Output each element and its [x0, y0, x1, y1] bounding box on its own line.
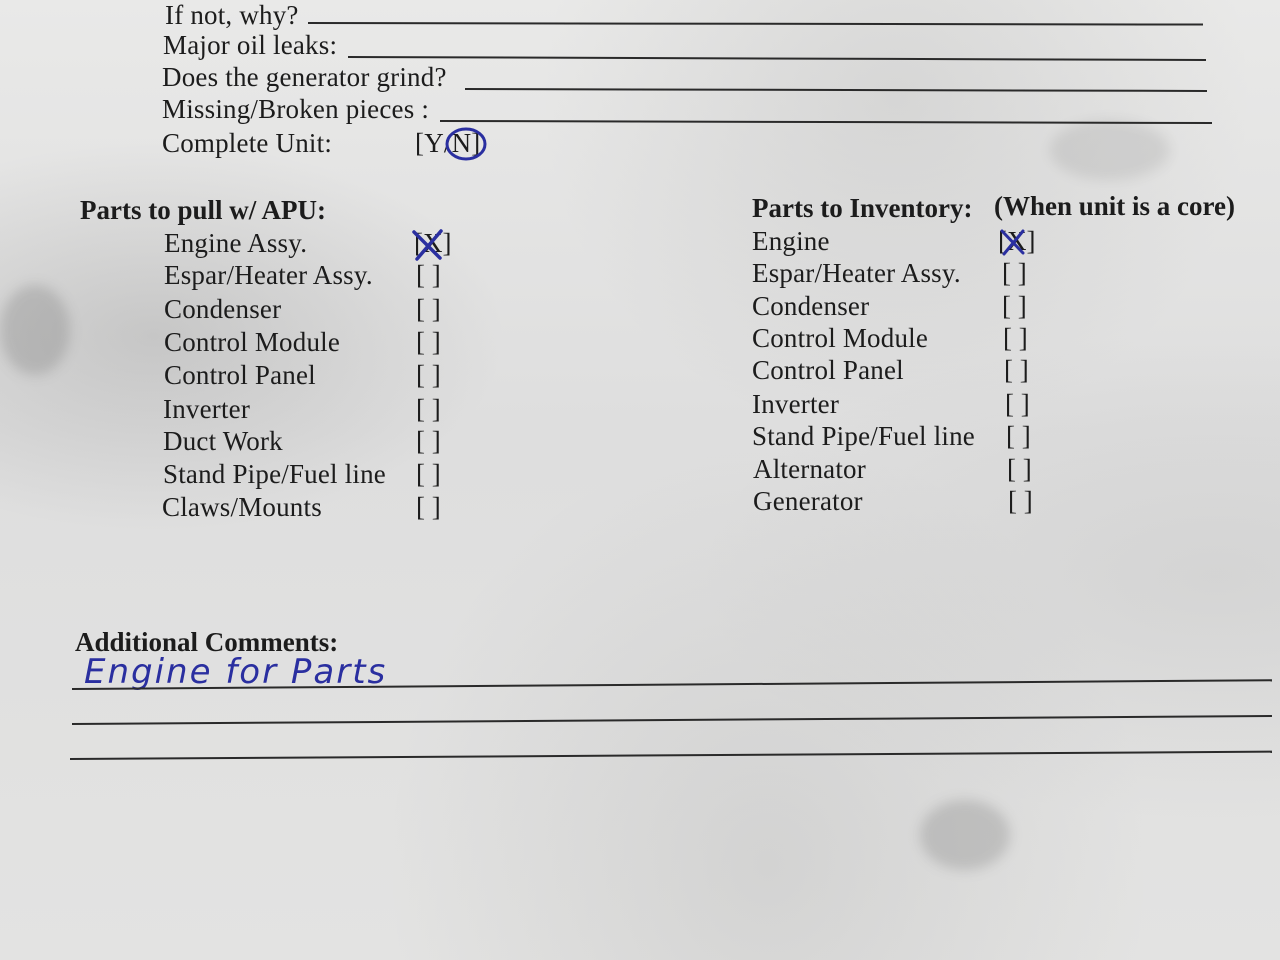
field-line-major-oil-leaks[interactable] [348, 56, 1206, 61]
pull-item-checkbox[interactable]: [ ] [416, 360, 441, 390]
inventory-item-checkbox[interactable]: [ ] [1003, 323, 1028, 353]
inventory-item-checkbox[interactable]: [ ] [1005, 389, 1030, 419]
pull-item-checkbox[interactable]: [X] [414, 228, 452, 258]
complete-unit-options[interactable]: [Y/N] [415, 128, 481, 158]
check-x-mark-icon [997, 226, 1029, 258]
inventory-item-checkbox[interactable]: [ ] [1002, 291, 1027, 321]
pull-item-checkbox[interactable]: [ ] [416, 394, 441, 424]
pull-item-label: Condenser [164, 294, 282, 324]
pull-item-checkbox[interactable]: [ ] [416, 327, 441, 357]
field-label-major-oil-leaks: Major oil leaks: [163, 30, 338, 60]
inventory-item-label: Stand Pipe/Fuel line [752, 421, 975, 451]
inventory-item-label: Control Module [752, 323, 929, 353]
field-label-generator-grind: Does the generator grind? [162, 62, 447, 92]
inventory-item-label: Generator [753, 486, 863, 516]
inventory-item-checkbox[interactable]: [ ] [1008, 486, 1033, 516]
comment-line-2[interactable] [72, 715, 1272, 725]
smudge [1050, 120, 1170, 180]
pull-item-label: Engine Assy. [164, 228, 308, 258]
inventory-item-checkbox[interactable]: [ ] [1004, 355, 1029, 385]
inventory-item-label: Alternator [753, 454, 866, 484]
parts-to-pull-heading: Parts to pull w/ APU: [80, 195, 326, 225]
pull-item-label: Control Panel [164, 360, 316, 390]
check-x-mark-icon [410, 228, 446, 262]
field-line-if-not-why[interactable] [308, 22, 1203, 26]
inventory-item-checkbox[interactable]: [ ] [1006, 421, 1031, 451]
pull-item-label: Claws/Mounts [162, 492, 322, 522]
inventory-item-checkbox[interactable]: [ ] [1007, 454, 1032, 484]
pull-item-label: Duct Work [163, 426, 283, 456]
circled-selection-mark [443, 124, 489, 164]
pull-item-label: Espar/Heater Assy. [164, 260, 373, 290]
pull-item-checkbox[interactable]: [ ] [416, 260, 441, 290]
inventory-item-label: Condenser [752, 291, 870, 321]
pull-item-label: Stand Pipe/Fuel line [163, 459, 386, 489]
field-label-if-not-why: If not, why? [165, 0, 299, 30]
inventory-item-label: Espar/Heater Assy. [752, 258, 961, 288]
inventory-item-label: Inverter [752, 389, 840, 419]
pull-item-label: Inverter [163, 394, 251, 424]
handwritten-comment: Engine for Parts [84, 652, 388, 692]
inventory-item-label: Engine [752, 226, 830, 256]
additional-comments-heading: Additional Comments: [75, 627, 339, 657]
parts-to-inventory-heading: Parts to Inventory: [752, 193, 973, 223]
inventory-item-checkbox[interactable]: [X] [998, 226, 1036, 256]
field-label-missing-broken: Missing/Broken pieces : [162, 94, 430, 124]
comment-line-3[interactable] [70, 751, 1272, 760]
pull-item-checkbox[interactable]: [ ] [416, 459, 441, 489]
pull-item-checkbox[interactable]: [ ] [416, 492, 441, 522]
inventory-item-label: Control Panel [752, 355, 904, 385]
field-line-generator-grind[interactable] [465, 88, 1207, 92]
pull-item-checkbox[interactable]: [ ] [416, 426, 441, 456]
pull-item-label: Control Module [164, 327, 341, 357]
smudge [920, 800, 1010, 870]
inventory-item-checkbox[interactable]: [ ] [1002, 258, 1027, 288]
parts-to-inventory-subheading: (When unit is a core) [994, 191, 1235, 221]
smudge [0, 285, 70, 375]
pull-item-checkbox[interactable]: [ ] [416, 294, 441, 324]
complete-unit-label: Complete Unit: [162, 128, 333, 158]
